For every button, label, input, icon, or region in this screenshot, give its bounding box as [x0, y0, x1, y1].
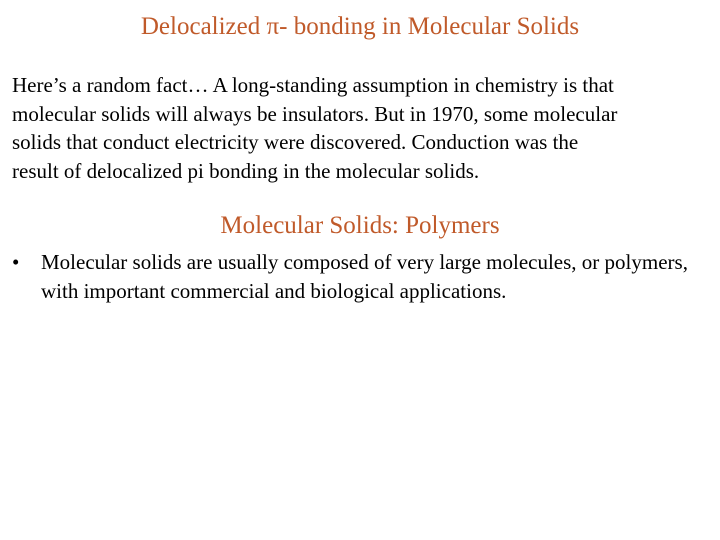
- slide-title: Delocalized π- bonding in Molecular Solids: [140, 13, 580, 40]
- bullet-marker: •: [12, 250, 20, 274]
- bullet-list: [12, 248, 702, 305]
- bullet-item: [12, 248, 702, 305]
- bullet-text: Molecular solids are usually composed of very large molecules, or polymers, with important commercial and biological applications.: [41, 250, 688, 303]
- section-subtitle: Molecular Solids: Polymers: [220, 212, 500, 239]
- intro-line: molecular solids will always be insulators. But in 1970, some molecular: [12, 101, 618, 126]
- intro-line: solids that conduct electricity were discovered. Conduction was the: [12, 130, 579, 154]
- intro-line: result of delocalized pi bonding in the molecular solids.: [12, 158, 480, 183]
- intro-line: Here’s a random fact… A long-standing assumption in chemistry is that: [12, 73, 614, 97]
- intro-paragraph: [12, 71, 716, 185]
